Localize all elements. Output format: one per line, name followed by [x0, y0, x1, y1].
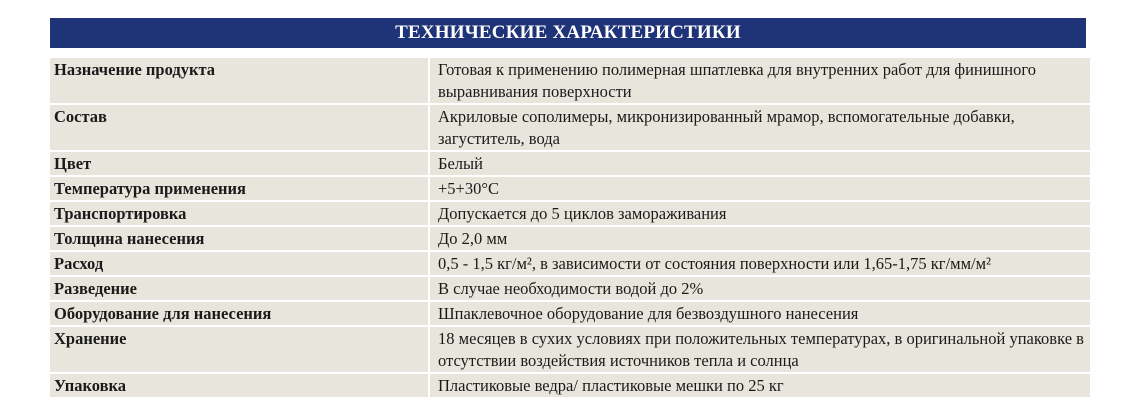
table-row — [50, 151, 1090, 176]
row-value: +5+30°С — [429, 176, 1090, 201]
table-row — [50, 58, 1090, 104]
table-row — [50, 176, 1090, 201]
spec-title: ТЕХНИЧЕСКИЕ ХАРАКТЕРИСТИКИ — [395, 22, 741, 43]
row-label: Оборудование для нанесения — [50, 301, 429, 326]
row-value: Акриловые сополимеры, микронизированный мрамор, вспомогательные добавки, загуститель, вода — [429, 104, 1090, 151]
table-row — [50, 373, 1090, 398]
spec-header — [50, 18, 1086, 48]
row-value: До 2,0 мм — [429, 226, 1090, 251]
row-label: Хранение — [50, 326, 429, 373]
row-value: Готовая к применению полимерная шпатлевка для внутренних работ для финишного выравнивания поверхности — [429, 58, 1090, 104]
row-value: 18 месяцев в сухих условиях при положительных температурах, в оригинальной упаковке в отсутствии воздействия источников тепла и солнца — [429, 326, 1090, 373]
table-row — [50, 226, 1090, 251]
row-label: Цвет — [50, 151, 429, 176]
table-row — [50, 251, 1090, 276]
table-row — [50, 104, 1090, 151]
spec-table-body — [50, 58, 1090, 398]
row-value: 0,5 - 1,5 кг/м², в зависимости от состояния поверхности или 1,65-1,75 кг/мм/м² — [429, 251, 1090, 276]
row-label: Разведение — [50, 276, 429, 301]
row-label: Толщина нанесения — [50, 226, 429, 251]
table-row — [50, 326, 1090, 373]
row-label: Температура применения — [50, 176, 429, 201]
row-value: В случае необходимости водой до 2% — [429, 276, 1090, 301]
row-label: Расход — [50, 251, 429, 276]
row-label: Упаковка — [50, 373, 429, 398]
table-row — [50, 201, 1090, 226]
row-label: Назначение продукта — [50, 58, 429, 104]
row-value: Пластиковые ведра/ пластиковые мешки по 25 кг — [429, 373, 1090, 398]
spec-table — [50, 58, 1090, 399]
row-value: Допускается до 5 циклов замораживания — [429, 201, 1090, 226]
table-row — [50, 301, 1090, 326]
row-value: Шпаклевочное оборудование для безвоздушного нанесения — [429, 301, 1090, 326]
row-value: Белый — [429, 151, 1090, 176]
row-label: Транспортировка — [50, 201, 429, 226]
table-row — [50, 276, 1090, 301]
row-label: Состав — [50, 104, 429, 151]
